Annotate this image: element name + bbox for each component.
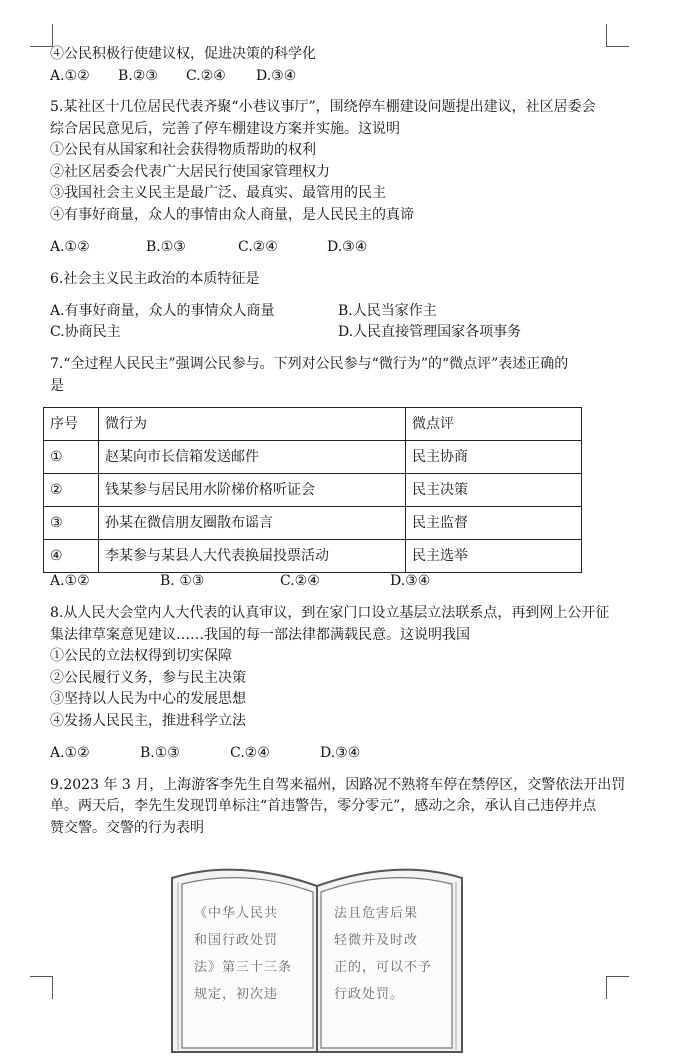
q8-option-d[interactable]: D.③④ [320, 745, 361, 761]
q8-option-b[interactable]: B.①③ [140, 745, 180, 761]
q7-option-a[interactable]: A.①② [50, 573, 90, 589]
q4-option-b[interactable]: B.②③ [118, 68, 158, 84]
q5-stem-line-2: 综合居民意见后，完善了停车棚建设方案并实施。这说明 [50, 121, 400, 137]
table-cell: 赵某向市长信箱发送邮件 [99, 441, 406, 474]
q9-stem-line-2: 单。两天后，李先生发现罚单标注“首违警告，零分零元”，感动之余，承认自己违停并点 [50, 798, 597, 814]
q5-item-2: ②社区居委会代表广大居民行使国家管理权力 [50, 164, 330, 180]
table-cell: 民主监督 [406, 507, 582, 540]
table-row [44, 507, 582, 540]
q5-item-4: ④有事好商量，众人的事情由众人商量，是人民民主的真谛 [50, 207, 414, 223]
q5-item-3: ③我国社会主义民主是最广泛、最真实、最管用的民主 [50, 185, 386, 201]
table-cell: ③ [44, 507, 99, 540]
book-left-line-3: 法》第三十三条 [194, 960, 293, 975]
q6-option-c[interactable]: C.协商民主 [50, 324, 121, 340]
table-row [44, 474, 582, 507]
q8-item-4: ④发扬人民民主，推进科学立法 [50, 713, 246, 729]
q8-item-1: ①公民的立法权得到切实保障 [50, 648, 232, 664]
table-row [44, 540, 582, 573]
q4-option-c[interactable]: C.②④ [186, 68, 226, 84]
crop-mark-top-right [606, 24, 629, 47]
q5-option-a[interactable]: A.①② [50, 239, 90, 255]
table-row [44, 441, 582, 474]
table-cell: ① [44, 441, 99, 474]
table-cell: ② [44, 474, 99, 507]
table-cell: 孙某在微信朋友圈散布谣言 [99, 507, 406, 540]
table-cell: 民主协商 [406, 441, 582, 474]
q6-stem: 6.社会主义民主政治的本质特征是 [50, 271, 260, 287]
q7-stem-line-2: 是 [50, 378, 64, 394]
q4-option-a[interactable]: A.①② [50, 68, 90, 84]
table-cell: ④ [44, 540, 99, 573]
q7-stem-line-1: 7.“全过程人民民主”强调公民参与。下列对公民参与“微行为”的“微点评”表述正确的 [50, 356, 569, 372]
q8-item-3: ③坚持以人民为中心的发展思想 [50, 691, 246, 707]
q6-option-d[interactable]: D.人民直接管理国家各项事务 [338, 324, 522, 340]
table-cell: 钱某参与居民用水阶梯价格听证会 [99, 474, 406, 507]
table-header-cell: 微行为 [99, 408, 406, 441]
q8-option-c[interactable]: C.②④ [230, 745, 270, 761]
q9-stem-line-1: 9.2023 年 3 月，上海游客李先生自驾来福州，因路况不熟将车停在禁停区，交警依法开出罚 [50, 777, 626, 793]
q5-stem-line-1: 5.某社区十几位居民代表齐聚“小巷议事厅”，围绕停车棚建设问题提出建议，社区居委会 [50, 99, 596, 115]
q8-stem-line-2: 集法律草案意见建议……我国的每一部法律都满载民意。这说明我国 [50, 627, 470, 643]
q5-option-c[interactable]: C.②④ [238, 239, 278, 255]
book-left-line-1: 《中华人民共 [194, 906, 279, 921]
book-right-line-1: 法且危害后果 [334, 906, 419, 921]
table-cell: 李某参与某县人大代表换届投票活动 [99, 540, 406, 573]
q7-option-b[interactable]: B. ①③ [160, 573, 205, 589]
book-right-line-4: 行政处罚。 [334, 987, 405, 1002]
q8-option-a[interactable]: A.①② [50, 745, 90, 761]
q7-table [43, 407, 582, 573]
q6-option-a[interactable]: A.有事好商量，众人的事情众人商量 [50, 303, 275, 319]
q5-option-b[interactable]: B.①③ [146, 239, 186, 255]
q4-item-4: ④公民积极行使建议权，促进决策的科学化 [50, 46, 316, 62]
book-left-line-4: 规定，初次违 [194, 987, 279, 1002]
q5-item-1: ①公民有从国家和社会获得物质帮助的权利 [50, 142, 316, 158]
table-cell: 民主决策 [406, 474, 582, 507]
book-right-line-2: 轻微并及时改 [334, 933, 419, 948]
q4-option-d[interactable]: D.③④ [256, 68, 297, 84]
q5-option-d[interactable]: D.③④ [327, 239, 368, 255]
crop-mark-bottom-left [30, 976, 53, 999]
q8-stem-line-1: 8.从人民大会堂内人大代表的认真审议，到在家门口设立基层立法联系点，再到网上公开征 [50, 605, 610, 621]
q8-item-2: ②公民履行义务，参与民主决策 [50, 670, 246, 686]
q7-option-d[interactable]: D.③④ [390, 573, 431, 589]
q9-stem-line-3: 赞交警。交警的行为表明 [50, 820, 204, 836]
book-left-line-2: 和国行政处罚 [194, 933, 279, 948]
table-header-cell: 序号 [44, 408, 99, 441]
crop-mark-bottom-right [606, 976, 629, 999]
q7-option-c[interactable]: C.②④ [280, 573, 320, 589]
q6-option-b[interactable]: B.人民当家作主 [338, 303, 437, 319]
book-right-line-3: 正的，可以不予 [334, 960, 433, 975]
table-header-cell: 微点评 [406, 408, 582, 441]
open-book-illustration [168, 858, 466, 1054]
table-cell: 民主选举 [406, 540, 582, 573]
table-header-row [44, 408, 582, 441]
